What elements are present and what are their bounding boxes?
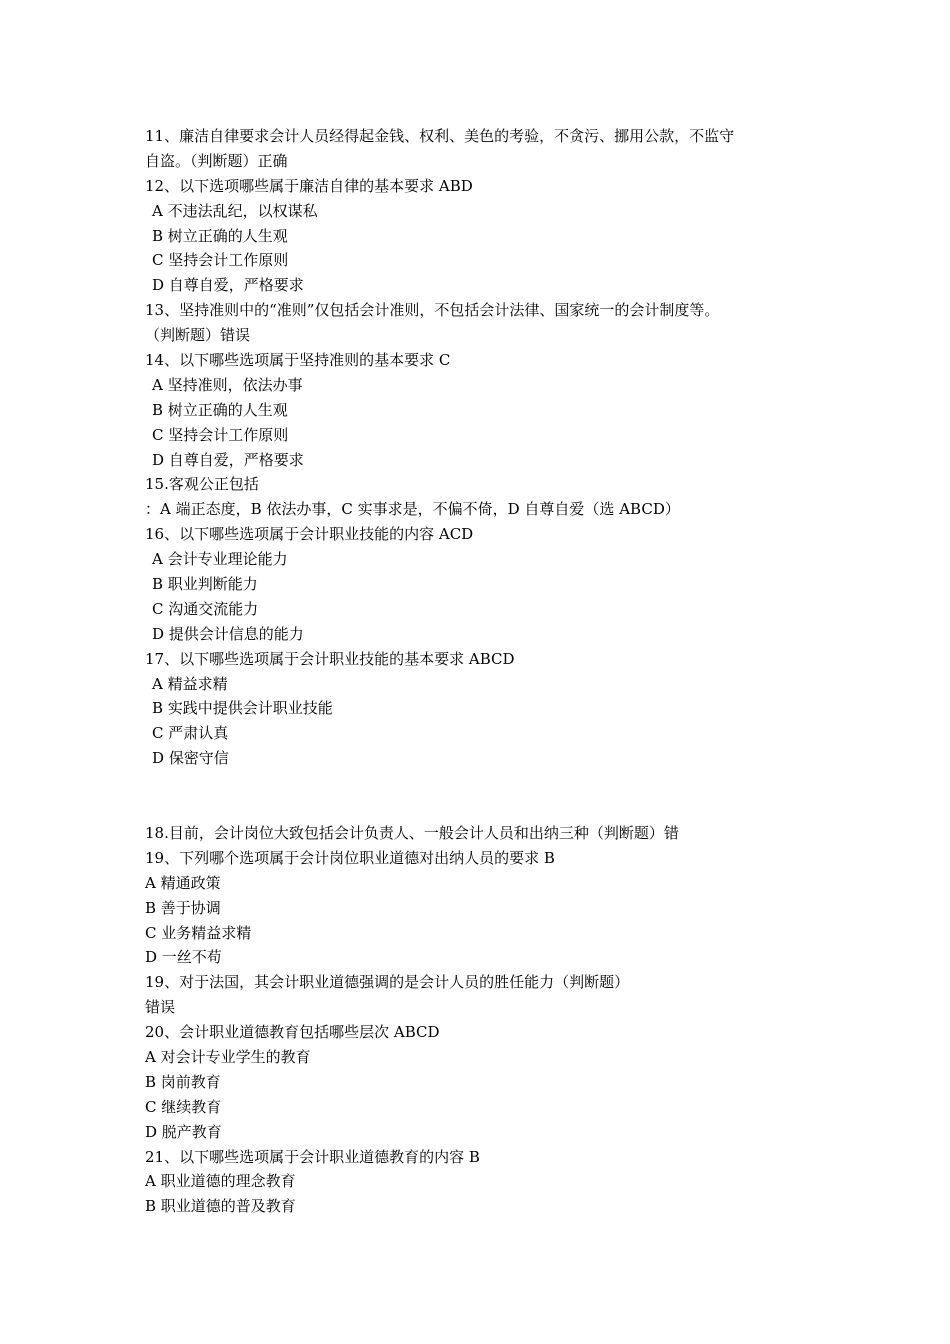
document-page bbox=[145, 124, 825, 1219]
q14-option-b: B 树立正确的人生观 bbox=[152, 400, 288, 419]
q11-text-cont: 自盗。（判断题）正确 bbox=[145, 151, 288, 170]
q21-option-b: B 职业道德的普及教育 bbox=[145, 1197, 296, 1216]
q20-option-d: D 脱产教育 bbox=[145, 1122, 222, 1141]
q17-option-d: D 保密守信 bbox=[152, 749, 229, 768]
q12-option-d: D 自尊自爱，严格要求 bbox=[152, 276, 304, 295]
q13-text: 13、坚持准则中的“准则”仅包括会计准则，不包括会计法律、国家统一的会计制度等。 bbox=[145, 301, 720, 320]
q19-option-a: A 精通政策 bbox=[145, 873, 221, 892]
q15-text: 15.客观公正包括 bbox=[145, 475, 259, 494]
q19b-answer: 错误 bbox=[145, 998, 176, 1017]
q16-option-c: C 沟通交流能力 bbox=[152, 599, 259, 618]
q12-text: 12、以下选项哪些属于廉洁自律的基本要求 ABD bbox=[145, 176, 473, 195]
q12-option-b: B 树立正确的人生观 bbox=[152, 226, 288, 245]
q20-option-b: B 岗前教育 bbox=[145, 1072, 221, 1091]
q20-text: 20、会计职业道德教育包括哪些层次 ABCD bbox=[145, 1023, 440, 1042]
q19-text: 19、下列哪个选项属于会计岗位职业道德对出纳人员的要求 B bbox=[145, 848, 555, 867]
q19-option-b: B 善于协调 bbox=[145, 898, 221, 917]
q14-option-d: D 自尊自爱，严格要求 bbox=[152, 450, 304, 469]
q19-option-d: D 一丝不苟 bbox=[145, 948, 222, 967]
q16-text: 16、以下哪些选项属于会计职业技能的内容 ACD bbox=[145, 525, 474, 544]
q16-option-b: B 职业判断能力 bbox=[152, 575, 258, 594]
q14-text: 14、以下哪些选项属于坚持准则的基本要求 C bbox=[145, 351, 451, 370]
q12-option-a: A 不违法乱纪，以权谋私 bbox=[152, 201, 318, 220]
q13-text-cont: （判断题）错误 bbox=[145, 326, 251, 345]
q19-option-c: C 业务精益求精 bbox=[145, 923, 252, 942]
q15-options: ：A 端正态度，B 依法办事，C 实事求是，不偏不倚，D 自尊自爱（选 ABCD） bbox=[145, 500, 680, 519]
q17-text: 17、以下哪些选项属于会计职业技能的基本要求 ABCD bbox=[145, 649, 515, 668]
q21-option-a: A 职业道德的理念教育 bbox=[145, 1172, 296, 1191]
q17-option-a: A 精益求精 bbox=[152, 674, 228, 693]
q11-text: 11、廉洁自律要求会计人员经得起金钱、权利、美色的考验，不贪污、挪用公款，不监守 bbox=[145, 127, 735, 145]
q14-option-c: C 坚持会计工作原则 bbox=[152, 425, 289, 444]
blank-gap bbox=[145, 771, 825, 821]
q16-option-d: D 提供会计信息的能力 bbox=[152, 624, 304, 643]
q21-text: 21、以下哪些选项属于会计职业道德教育的内容 B bbox=[145, 1147, 480, 1166]
q12-option-c: C 坚持会计工作原则 bbox=[152, 251, 289, 270]
q20-option-a: A 对会计专业学生的教育 bbox=[145, 1047, 311, 1066]
q17-option-c: C 严肃认真 bbox=[152, 724, 229, 743]
q19b-text: 19、对于法国，其会计职业道德强调的是会计人员的胜任能力（判断题） bbox=[145, 973, 630, 992]
q14-option-a: A 坚持准则，依法办事 bbox=[152, 375, 303, 394]
q16-option-a: A 会计专业理论能力 bbox=[152, 550, 288, 569]
q17-option-b: B 实践中提供会计职业技能 bbox=[152, 699, 333, 718]
q18-text: 18.目前，会计岗位大致包括会计负责人、一般会计人员和出纳三种（判断题）错 bbox=[145, 823, 679, 842]
q20-option-c: C 继续教育 bbox=[145, 1097, 222, 1116]
